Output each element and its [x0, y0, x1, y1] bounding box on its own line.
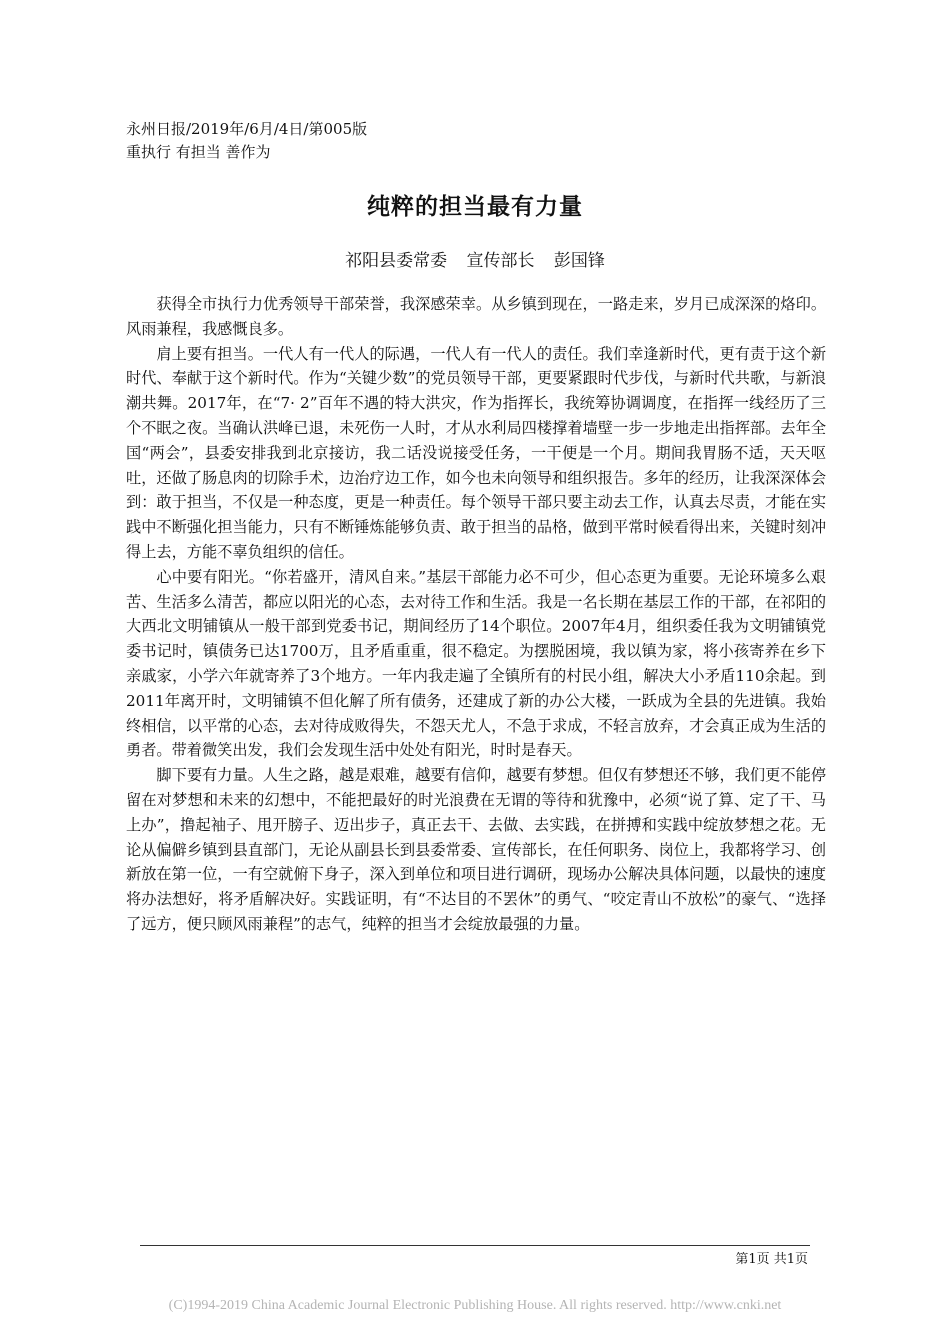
article-body [126, 292, 826, 937]
article-byline: 祁阳县委常委 宣传部长 彭国锋 [345, 251, 605, 271]
paragraph: 脚下要有力量。人生之路，越是艰难，越要有信仰，越要有梦想。但仅有梦想还不够，我们更不能停留在对梦想和未来的幻想中，不能把最好的时光浪费在无谓的等待和犹豫中，必须“说了算、定了干、马上办”，撸起袖子、甩开膀子、迈出步子，真正去干、去做、去实践，在拼搏和实践中绽放梦想之花。无论从偏僻乡镇到县直部门，无论从副县长到县委常委、宣传部长，在任何职务、岗位上，我都将学习、创新放在第一位，一有空就俯下身子，深入到单位和项目进行调研，现场办公解决具体问题，以最快的速度将办法想好，将矛盾解决好。实践证明，有“不达目的不罢休”的勇气、“咬定青山不放松”的豪气、“选择了远方，便只顾风雨兼程”的志气，纯粹的担当才会绽放最强的力量。 [126, 766, 826, 933]
source-line: 永州日报/2019年/6月/4日/第005版 [126, 120, 368, 138]
paragraph: 肩上要有担当。一代人有一代人的际遇，一代人有一代人的责任。我们幸逢新时代，更有责于这个新时代、奉献于这个新时代。作为“关键少数”的党员领导干部，更要紧跟时代步伐，与新时代共歌，与新浪潮共舞。2017年，在“7· 2”百年不遇的特大洪灾，作为指挥长，我统筹协调调度，在指挥一线经历了三个不眠之夜。当确认洪峰已退，未死伤一人时，才从水利局四楼撑着墙壁一步一步地走出指挥部。去年全国“两会”，县委安排我到北京接访，我二话没说接受任务，一干便是一个月。期间我胃肠不适，天天呕吐，还做了肠息肉的切除手术，边治疗边工作，如今也未向领导和组织报告。多年的经历，让我深深体会到：敢于担当，不仅是一种态度，更是一种责任。每个领导干部只要主动去工作，认真去尽责，才能在实践中不断强化担当能力，只有不断锤炼能够负责、敢于担当的品格，做到平常时候看得出来，关键时刻冲得上去，方能不辜负组织的信任。 [126, 344, 826, 561]
article-title: 纯粹的担当最有力量 [367, 194, 583, 220]
paragraph: 心中要有阳光。“你若盛开，清风自来。”基层干部能力必不可少，但心态更为重要。无论环境多么艰苦、生活多么清苦，都应以阳光的心态，去对待工作和生活。我是一名长期在基层工作的干部，在祁阳的大西北文明铺镇从一般干部到党委书记，期间经历了14个职位。2007年4月，组织委任我为文明铺镇党委书记时，镇债务已达1700万，且矛盾重重，很不稳定。为摆脱困境，我以镇为家，将小孩寄养在乡下亲戚家，小学六年就寄养了3个地方。一年内我走遍了全镇所有的村民小组，解决大小矛盾110余起。到2011年离开时，文明铺镇不但化解了所有债务，还建成了新的办公大楼，一跃成为全县的先进镇。我始终相信，以平常的心态，去对待成败得失，不怨天尤人，不急于求成，不轻言放弃，才会真正成为生活的勇者。带着微笑出发，我们会发现生活中处处有阳光，时时是春天。 [126, 567, 826, 760]
article-header [126, 118, 367, 164]
column-line: 重执行 有担当 善作为 [126, 143, 271, 161]
paragraph: 获得全市执行力优秀领导干部荣誉，我深感荣幸。从乡镇到现在，一路走来，岁月已成深深的烙印。风雨兼程，我感慨良多。 [126, 295, 826, 338]
page-indicator: 第1页 共1页 [735, 1252, 808, 1267]
copyright-watermark: (C)1994-2019 China Academic Journal Electronic Publishing House. All rights reserved. http://www.cnki.net [168, 1298, 782, 1313]
footer-divider [140, 1245, 810, 1246]
